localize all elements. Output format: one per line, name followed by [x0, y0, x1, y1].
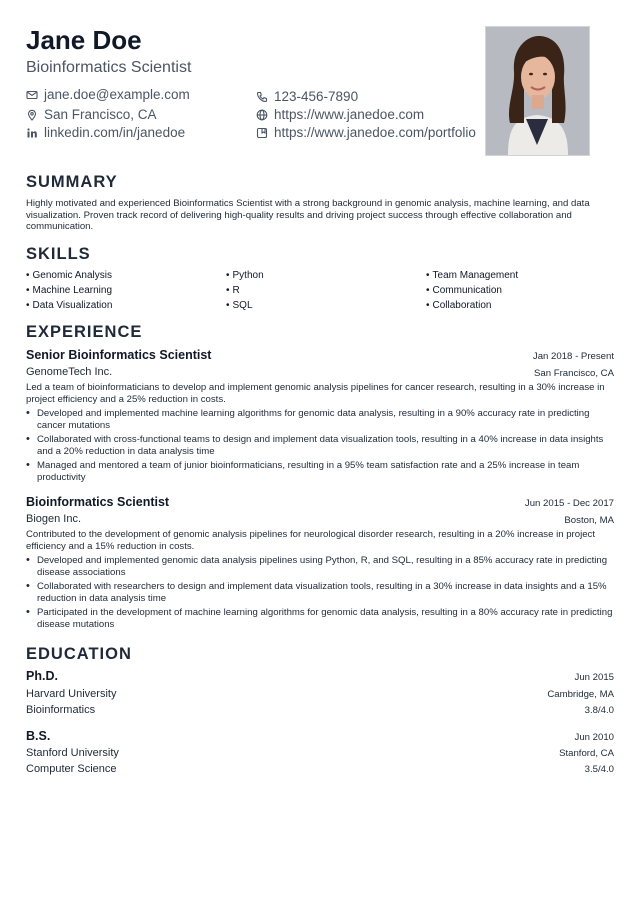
profile-photo	[485, 26, 590, 156]
phone-text: 123-456-7890	[274, 89, 359, 104]
contact-phone[interactable]	[256, 89, 358, 104]
website-text: https://www.janedoe.com	[274, 107, 425, 122]
skill-item: • R	[226, 284, 240, 297]
skill-item: • Data Visualization	[26, 299, 112, 312]
edu-location: Stanford, CA	[559, 748, 614, 759]
globe-icon	[256, 109, 268, 121]
job-title: Senior Bioinformatics Scientist	[26, 348, 212, 362]
contact-email[interactable]	[26, 87, 190, 102]
experience-heading: EXPERIENCE	[26, 323, 143, 341]
candidate-title: Bioinformatics Scientist	[26, 59, 192, 76]
edu-gpa: 3.5/4.0	[584, 764, 614, 775]
summary-heading: SUMMARY	[26, 173, 118, 191]
job-bullets	[26, 555, 616, 633]
list-item: • Managed and mentored a team of junior bioinformaticians, resulting in a 95% team satisfaction rate and a 25% increase in team productivity	[26, 460, 616, 483]
job-dates: Jun 2015 - Dec 2017	[524, 498, 614, 509]
edu-school: Stanford University	[26, 747, 119, 759]
edu-location: Cambridge, MA	[547, 689, 614, 700]
job-location: San Francisco, CA	[534, 368, 614, 379]
contact-website[interactable]	[256, 107, 424, 122]
portfolio-text: https://www.janedoe.com/portfolio	[274, 125, 476, 140]
skill-item: • Genomic Analysis	[26, 269, 112, 282]
candidate-name: Jane Doe	[26, 25, 142, 55]
linkedin-text: linkedin.com/in/janedoe	[44, 125, 186, 140]
job-description: Led a team of bioinformaticians to develop and implement genomic analysis pipelines for cancer research, resulting in a 30% increase in project efficiency and a 25% reduction in costs.	[26, 382, 605, 405]
edu-school: Harvard University	[26, 688, 117, 700]
skill-item: • Collaboration	[426, 299, 491, 312]
edu-date: Jun 2015	[574, 672, 614, 683]
job-title: Bioinformatics Scientist	[26, 495, 170, 509]
linkedin-icon	[26, 127, 38, 139]
resume-header	[26, 24, 476, 78]
contact-portfolio[interactable]	[256, 125, 476, 140]
mail-icon	[26, 89, 38, 101]
job-company: Biogen Inc.	[26, 513, 82, 525]
skill-item: • Communication	[426, 284, 502, 297]
contact-location	[26, 107, 157, 122]
job-location: Boston, MA	[564, 515, 614, 526]
location-text: San Francisco, CA	[44, 107, 157, 122]
skill-item: • SQL	[226, 299, 253, 312]
job-bullets	[26, 408, 616, 486]
edu-gpa: 3.8/4.0	[584, 705, 614, 716]
edu-degree: Ph.D.	[26, 669, 58, 683]
skill-item: • Team Management	[426, 269, 518, 282]
edu-degree: B.S.	[26, 729, 51, 743]
list-item: • Collaborated with researchers to design and implement data visualization tools, resulting in a 30% increase in data insights and a 15% reduction in data analysis time	[26, 581, 616, 604]
edu-date: Jun 2010	[574, 732, 614, 743]
phone-icon	[256, 91, 268, 103]
list-item: • Collaborated with cross-functional teams to design and implement data visualization tools, resulting in a 40% increase in data insights and a 20% reduction in data analysis time	[26, 434, 616, 457]
skill-item: • Python	[226, 269, 264, 282]
list-item: • Developed and implemented machine learning algorithms for genomic data analysis, resulting in a 90% accuracy rate in predicting cancer mutations	[26, 408, 616, 431]
edu-field: Computer Science	[26, 763, 117, 775]
list-item: • Participated in the development of machine learning algorithms for genomic data analysis, resulting in a 80% accuracy rate in predicting disease mutations	[26, 607, 616, 630]
email-text: jane.doe@example.com	[44, 87, 190, 102]
job-company: GenomeTech Inc.	[26, 366, 113, 378]
edu-field: Bioinformatics	[26, 704, 96, 716]
summary-text: Highly motivated and experienced Bioinformatics Scientist with a strong background in genomic analysis, machine learning, and data visualization. Proven track record of delivering high-quality results and driving project success through effective collaboration and communication.	[26, 198, 590, 232]
portfolio-icon	[256, 127, 268, 139]
job-dates: Jan 2018 - Present	[532, 351, 614, 362]
education-heading: EDUCATION	[26, 645, 132, 663]
contact-linkedin[interactable]	[26, 125, 185, 140]
list-item: • Developed and implemented genomic data analysis pipelines using Python, R, and SQL, resulting in a 85% accuracy rate in predicting disease associations	[26, 555, 616, 578]
job-description: Contributed to the development of genomic analysis pipelines for neurological disorder research, resulting in a 20% increase in project efficiency and a 15% reduction in costs.	[26, 529, 596, 552]
skill-item: • Machine Learning	[26, 284, 112, 297]
skills-heading: SKILLS	[26, 245, 91, 263]
location-pin-icon	[26, 109, 38, 121]
